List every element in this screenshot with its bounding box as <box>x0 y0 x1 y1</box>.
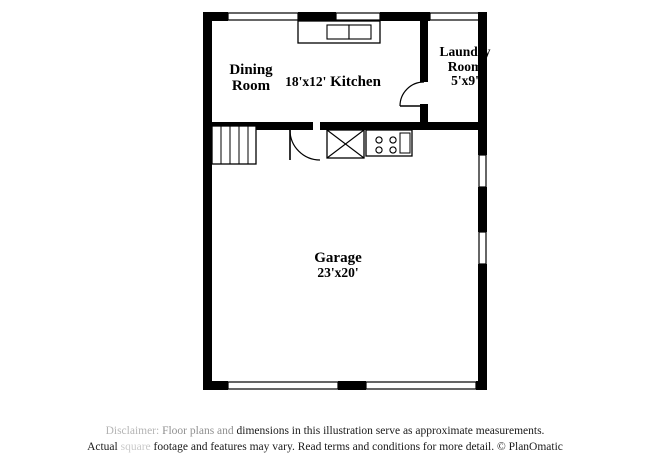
room-dimensions-kitchen: 18'x12' <box>285 74 327 89</box>
room-label-laundry <box>410 45 520 89</box>
room-label-garage <box>278 250 398 281</box>
disclaimer-faded-1: Disclaimer: <box>105 425 163 437</box>
kitchen-lower-counter <box>366 130 412 156</box>
room-label-garage-name: Garage <box>314 250 362 266</box>
disclaimer-line-2-rest: footage and features may vary. Read terms and conditions for more detail. © PlanOmatic <box>153 440 563 453</box>
room-label-dining-line2: Room <box>231 78 271 95</box>
kitchen-appliance-block <box>327 130 364 158</box>
room-label-dining-line1: Dining <box>229 62 273 78</box>
room-label-laundry-line2: Room <box>447 58 483 74</box>
disclaimer-text <box>0 424 650 455</box>
kitchen-upper-counter <box>298 21 380 43</box>
stairs <box>212 126 256 164</box>
disclaimer-faded-2: Floor plans and <box>162 425 237 437</box>
room-label-kitchen <box>268 74 398 90</box>
room-label-kitchen-name: Kitchen <box>330 74 381 90</box>
disclaimer-line-1-rest: dimensions in this illustration serve as approximate measurements. <box>236 425 545 437</box>
disclaimer-faded-3: Actual <box>87 440 121 453</box>
disclaimer-line-1 <box>0 424 650 440</box>
room-label-laundry-line1: Laundry <box>439 44 491 59</box>
room-dimensions-laundry: 5'x9' <box>451 73 479 89</box>
disclaimer-line-2 <box>0 440 650 456</box>
disclaimer-faded-4: square <box>120 440 154 453</box>
door-garage-to-kitchen <box>290 128 320 160</box>
room-dimensions-garage: 23'x20' <box>317 265 359 281</box>
